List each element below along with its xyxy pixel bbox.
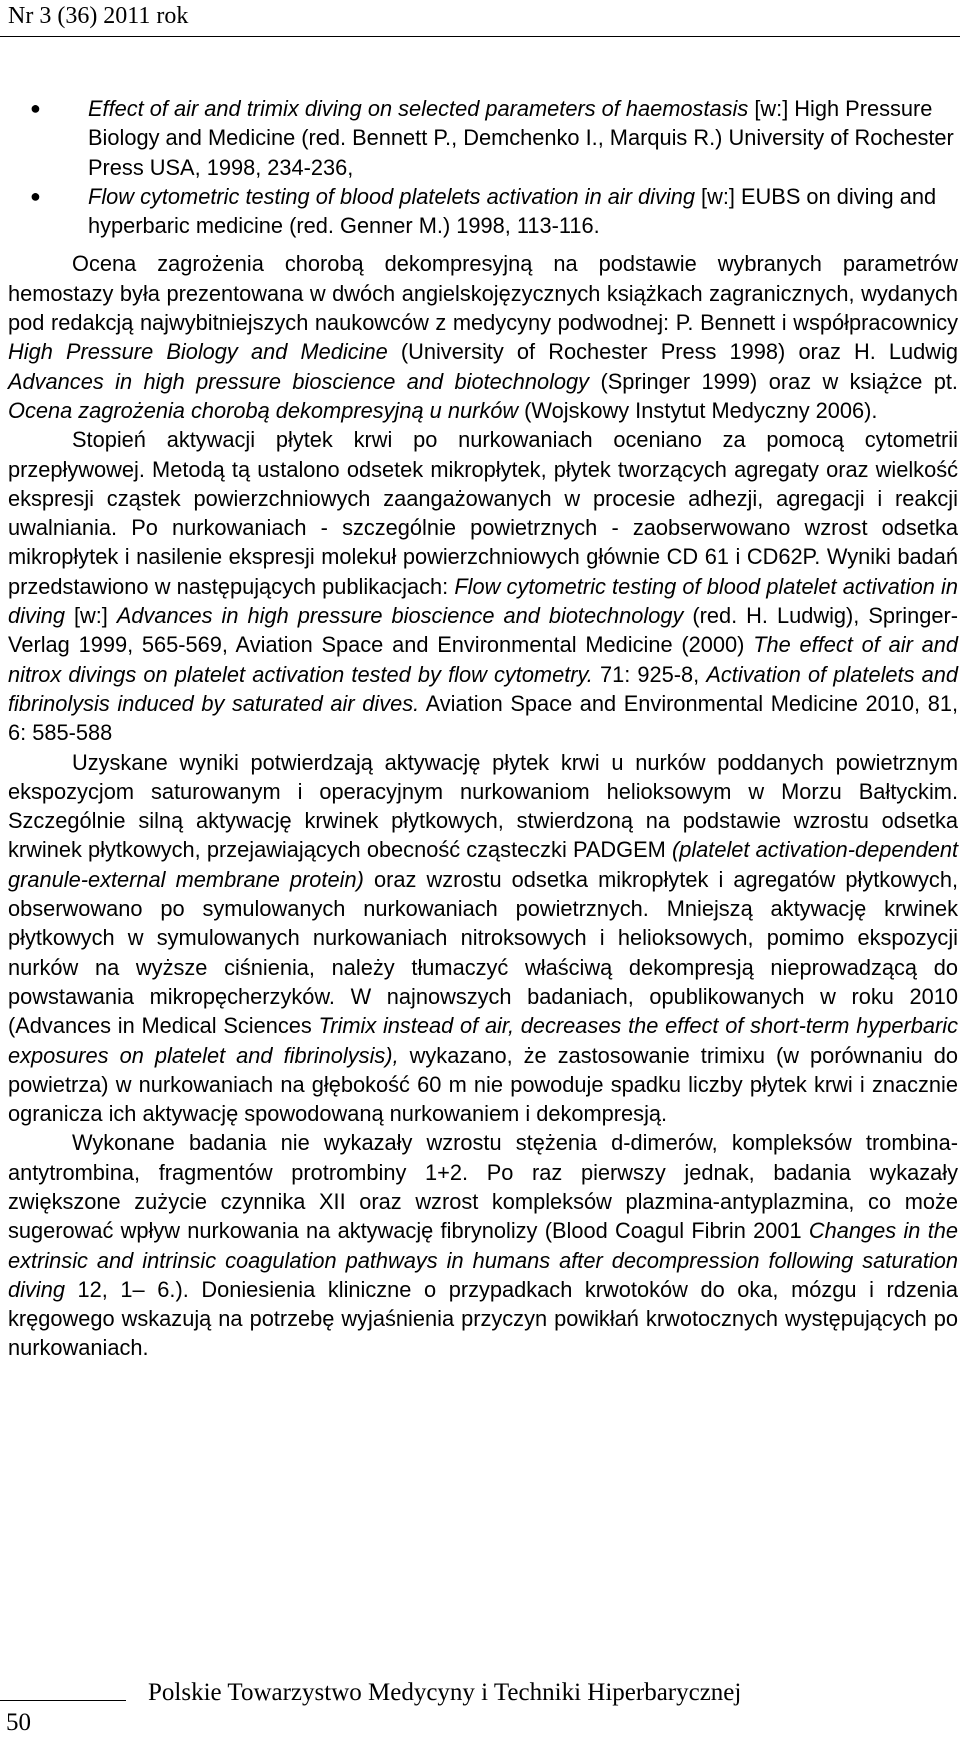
publication-title: The effect of air and nitrox divings on platelet activation tested by flow cytometry. — [8, 632, 958, 687]
text-run: oraz wzrostu odsetka mikropłytek i agregatów płytkowych, obserwowano po symulowanych nurkowaniach powietrznych. Mniejszą aktywację krwinek płytkowych w symulowanych nurkowaniach nitroksowych i helioksowych, pomimo ekspozycji nurków na wyższe ciśnienia, należy tłumaczyć właściwą dekompresją nieprowadzącą do powstawania mikropęcherzyków. W najnowszych badaniach, opublikowanych w roku 2010 (Advances in Medical Sciences — [8, 866, 958, 1039]
book-title: High Pressure Biology and Medicine — [8, 339, 388, 365]
footer-divider — [0, 1700, 126, 1701]
text-run: (red. H. Ludwig), Springer-Verlag 1999, 565-569, Aviation Space and Environmental Medicine (2000) — [8, 603, 958, 658]
paragraph-results — [8, 748, 958, 1129]
reference-title: Flow cytometric testing of blood platelets activation in air diving — [88, 183, 695, 209]
book-title: Ocena zagrożenia chorobą dekompresyjną u nurków — [8, 397, 519, 423]
text-run: Wykonane badania nie wykazały wzrostu stężenia d-dimerów, kompleksów trombina-antytrombina, fragmentów protrombiny 1+2. Po raz pierwszy jednak, badania wykazały zwiększone zużycie czynnika XII oraz wzrost kompleksów plazmina-antyplazmina, co może sugerować wpływ nurkowania na aktywację fibrynolizy (Blood Coagul Fibrin 2001 — [8, 1130, 958, 1244]
reference-title: Effect of air and trimix diving on selected parameters of haemostasis — [88, 96, 749, 121]
text-run: wykazano, że zastosowanie trimixu (w porównaniu do powietrza) w nurkowaniach na głębokość 60 m nie powoduje spadku liczby płytek krwi i znacznie ogranicza ich aktywację spowodowaną nurkowaniem i dekompresją. — [8, 1042, 958, 1127]
text-run: Uzyskane wyniki potwierdzają aktywację płytek krwi u nurków poddanych powietrznym ekspozycjom saturowanym i operacyjnym nurkowaniom helioksowym w Morzu Bałtyckim. Szczególnie silną aktywację krwinek płytkowych, stwierdzoną na podstawie wzrostu odsetka krwinek płytkowych, przejawiających obecność cząsteczki PADGEM — [8, 749, 958, 863]
text-run: 71: 925-8, — [592, 661, 707, 687]
book-title: Advances in high pressure bioscience and biotechnology — [8, 368, 590, 394]
publication-title: Activation of platelets and fibrinolysis induced by saturated air dives. — [8, 661, 958, 716]
page-number: 50 — [6, 1709, 31, 1736]
header-divider — [0, 36, 960, 37]
text-run: (Springer 1999) oraz w książce pt. — [589, 368, 958, 394]
text-run: (University of Rochester Press 1998) oraz H. Ludwig — [387, 339, 958, 365]
text-run: Aviation Space and Environmental Medicine 2010, 81, 6: 585-588 — [8, 690, 958, 746]
text-run: Stopień aktywacji płytek krwi po nurkowaniach oceniano za pomocą cytometrii przepływowej. Metodą tą ustalono odsetek mikropłytek, płytek tworzących agregaty oraz wielkość ekspresji cząstek powierzchniowych zaangażowanych w procesie adhezji, agregacji i reakcji uwalniania. Po nurkowaniach - szczególnie powietrznych - zaobserwowano wzrost odsetka mikropłytek i nasilenie ekspresji molekuł powierzchniowych głównie CD 61 i CD62P. Wyniki badań przedstawiono w następujących publikacjach: — [8, 427, 958, 599]
reference-item — [8, 182, 958, 241]
reference-details: [w:] EUBS on diving and hyperbaric medicine (red. Genner M.) 1998, 113-116. — [88, 183, 937, 239]
text-run: Ocena zagrożenia chorobą dekompresyjną na podstawie wybranych parametrów hemostazy była prezentowana w dwóch angielskojęzycznych książkach zagranicznych, wydanych pod redakcją najwybitniejszych naukowców z medycyny podwodnej: P. Bennett i współpracownicy — [8, 251, 958, 336]
paragraph-coagulation — [8, 1128, 958, 1362]
publication-title: Advances in high pressure bioscience and biotechnology — [116, 603, 684, 629]
publication-title: Changes in the extrinsic and intrinsic coagulation pathways in humans after decompression following saturation diving — [8, 1218, 958, 1302]
text-run: (Wojskowy Instytut Medyczny 2006). — [518, 397, 878, 423]
bullet-icon: ● — [30, 185, 41, 206]
publisher-footer: Polskie Towarzystwo Medycyny i Techniki Hiperbarycznej — [148, 1679, 742, 1706]
reference-list — [8, 94, 958, 240]
reference-details: [w:] High Pressure Biology and Medicine (red. Bennett P., Demchenko I., Marquis R.) University of Rochester Press USA, 1998, 234-236, — [88, 96, 954, 180]
paragraph-platelet-activation — [8, 425, 958, 747]
journal-issue-header: Nr 3 (36) 2011 rok — [8, 3, 189, 29]
publication-title: Flow cytometric testing of blood platelet activation in diving — [8, 573, 958, 629]
paragraph-risk-assessment — [8, 249, 958, 425]
publication-title: Trimix instead of air, decreases the effect of short-term hyperbaric exposures on platelet and fibrinolysis), — [8, 1013, 958, 1068]
bullet-icon: ● — [30, 98, 41, 118]
reference-item — [8, 94, 958, 182]
text-run: 12, 1– 6.). Doniesienia kliniczne o przypadkach krwotoków do oka, mózgu i rdzenia kręgowego wskazują na potrzebę wyjaśnienia przyczyn powikłań krwotocznych występujących po nurkowaniach. — [8, 1276, 958, 1361]
term-definition: (platelet activation-dependent granule-external membrane protein) — [8, 837, 959, 892]
article-body — [8, 94, 958, 1363]
text-run: [w:] — [64, 603, 117, 629]
